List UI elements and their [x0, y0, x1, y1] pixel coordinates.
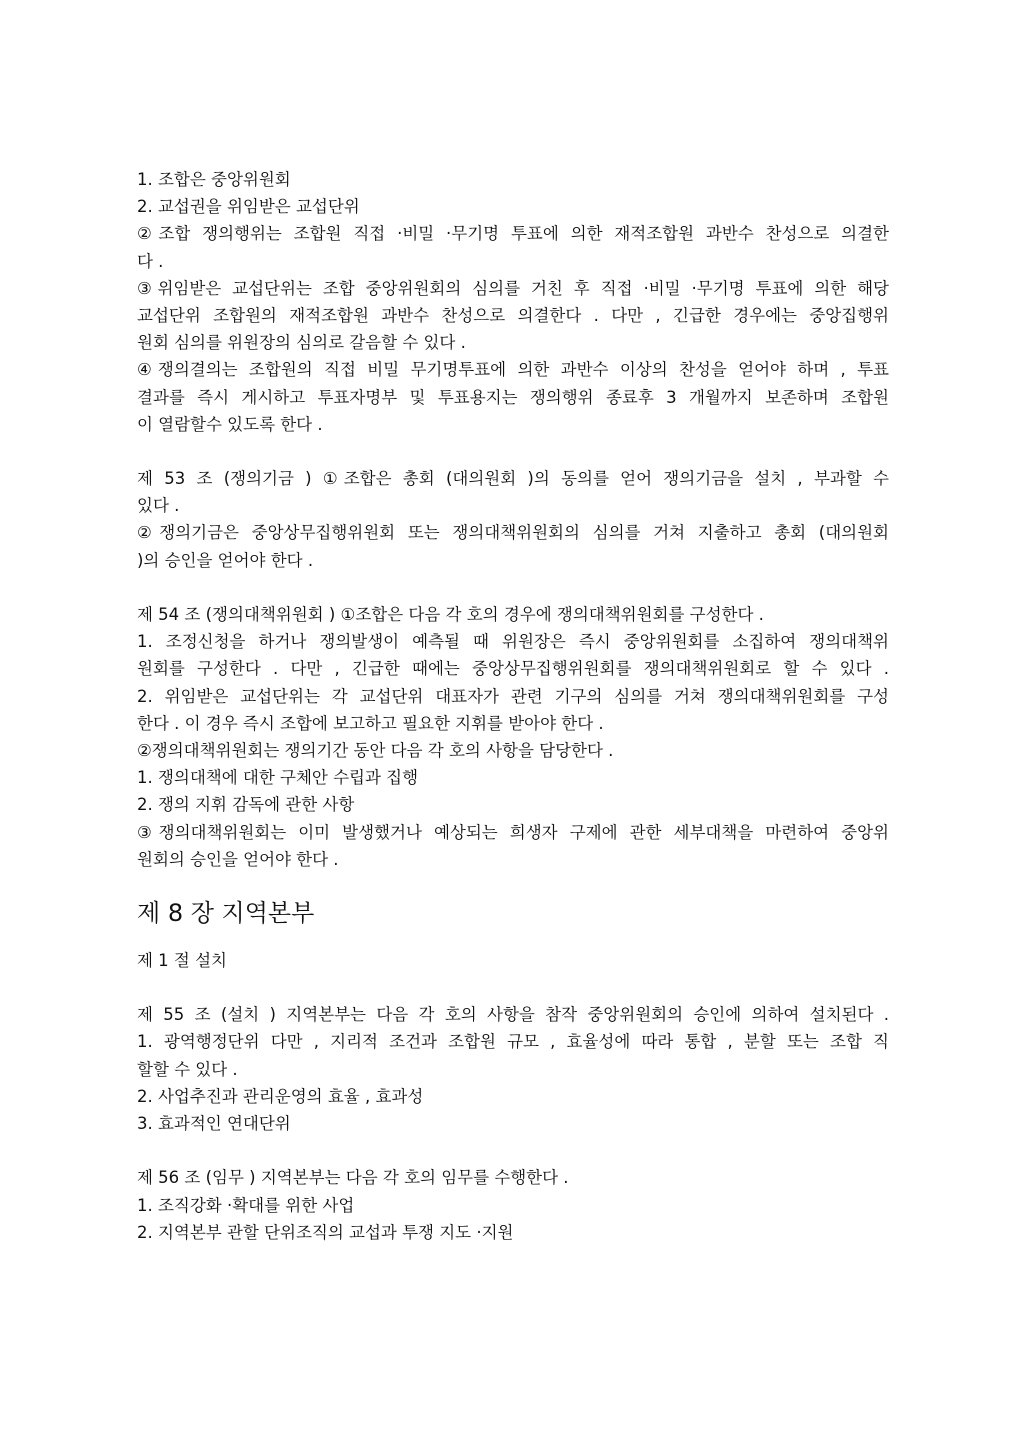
- paragraph-gap: [137, 974, 889, 1001]
- article-53: [137, 465, 889, 574]
- text-line: ②쟁의기금은 중앙상무집행위원회 또는 쟁의대책위원회의 심의를 거쳐 지출하고 총회 (대의원회: [137, 523, 889, 543]
- text-line: ③위임받은 교섭단위는 조합 중앙위원회의 심의를 거친 후 직접 ·비밀 ·무기명 투표에 의한 해당: [137, 278, 889, 298]
- text-line: 원회의 승인을 얻어야 한다 .: [137, 849, 339, 869]
- text-line: 1. 광역행정단위 다만 , 지리적 조건과 조합원 규모 , 효율성에 따라 통합 , 분할 또는 조합 직: [137, 1032, 889, 1052]
- strike-vote-block: [137, 166, 889, 438]
- text-line: 한다 . 이 경우 즉시 조합에 보고하고 필요한 지휘를 받아야 한다 .: [137, 713, 604, 733]
- text-line: 2. 지역본부 관할 단위조직의 교섭과 투쟁 지도 ·지원: [137, 1222, 514, 1242]
- article-54: [137, 601, 889, 873]
- text-line: 다 .: [137, 251, 164, 271]
- article-heading-line: 제 54 조 (쟁의대책위원회 ) ①조합은 다음 각 호의 경우에 쟁의대책위원회를 구성한다 .: [137, 605, 764, 624]
- text-line: 있다 .: [137, 496, 180, 516]
- article-55: [137, 1001, 889, 1137]
- text-line: 1. 조합은 중앙위원회: [137, 170, 291, 189]
- text-line: ④쟁의결의는 조합원의 직접 비밀 무기명투표에 의한 과반수 이상의 찬성을 얻어야 하며 , 투표: [137, 360, 889, 380]
- paragraph-gap: [137, 438, 889, 465]
- chapter-heading: 제 8 장 지역본부: [137, 898, 315, 927]
- text-line: 1. 조직강화 ·확대를 위한 사업: [137, 1195, 355, 1215]
- article-56: [137, 1164, 889, 1246]
- text-line: 1. 쟁의대책에 대한 구체안 수립과 집행: [137, 768, 419, 788]
- text-line: )의 승인을 얻어야 한다 .: [137, 550, 314, 570]
- text-line: ②조합 쟁의행위는 조합원 직접 ·비밀 ·무기명 투표에 의한 재적조합원 과반수 찬성으로 의결한: [137, 224, 889, 244]
- text-line: ②쟁의대책위원회는 쟁의기간 동안 다음 각 호의 사항을 담당한다 .: [137, 740, 614, 760]
- article-heading-line: 제 55 조 (설치 ) 지역본부는 다음 각 호의 사항을 참작 중앙위원회의 승인에 의하여 설치된다 .: [137, 1005, 889, 1025]
- paragraph-gap: [137, 1137, 889, 1164]
- article-heading-line: 제 56 조 (임무 ) 지역본부는 다음 각 호의 임무를 수행한다 .: [137, 1168, 569, 1188]
- paragraph-gap: [137, 574, 889, 601]
- text-line: 교섭단위 조합원의 재적조합원 과반수 찬성으로 의결한다 . 다만 , 긴급한 경우에는 중앙집행위: [137, 305, 889, 325]
- text-line: 1. 조정신청을 하거나 쟁의발생이 예측될 때 위원장은 즉시 중앙위원회를 소집하여 쟁의대책위: [137, 632, 889, 652]
- section-heading: 제 1 절 설치: [137, 950, 227, 970]
- text-line: 결과를 즉시 게시하고 투표자명부 및 투표용지는 쟁의행위 종료후 3 개월까지 보존하며 조합원: [137, 387, 889, 407]
- text-line: 3. 효과적인 연대단위: [137, 1114, 291, 1133]
- text-line: 2. 교섭권을 위임받은 교섭단위: [137, 197, 360, 217]
- text-line: 2. 사업추진과 관리운영의 효율 , 효과성: [137, 1086, 424, 1106]
- text-line: 원회 심의를 위원장의 심의로 갈음할 수 있다 .: [137, 333, 466, 353]
- text-line: 할할 수 있다 .: [137, 1059, 238, 1079]
- text-line: 2. 위임받은 교섭단위는 각 교섭단위 대표자가 관련 기구의 심의를 거쳐 쟁의대책위원회를 구성: [137, 686, 889, 706]
- document-page: [137, 166, 889, 1246]
- text-line: 2. 쟁의 지휘 감독에 관한 사항: [137, 795, 355, 815]
- text-line: 이 열람할수 있도록 한다 .: [137, 414, 323, 434]
- text-line: 원회를 구성한다 . 다만 , 긴급한 때에는 중앙상무집행위원회를 쟁의대책위원회로 할 수 있다 .: [137, 659, 889, 679]
- text-line: ③쟁의대책위원회는 이미 발생했거나 예상되는 희생자 구제에 관한 세부대책을 마련하여 중앙위: [137, 822, 889, 842]
- article-heading-line: 제 53 조 (쟁의기금 ) ①조합은 총회 (대의원회 )의 동의를 얻어 쟁의기금을 설치 , 부과할 수: [137, 469, 889, 489]
